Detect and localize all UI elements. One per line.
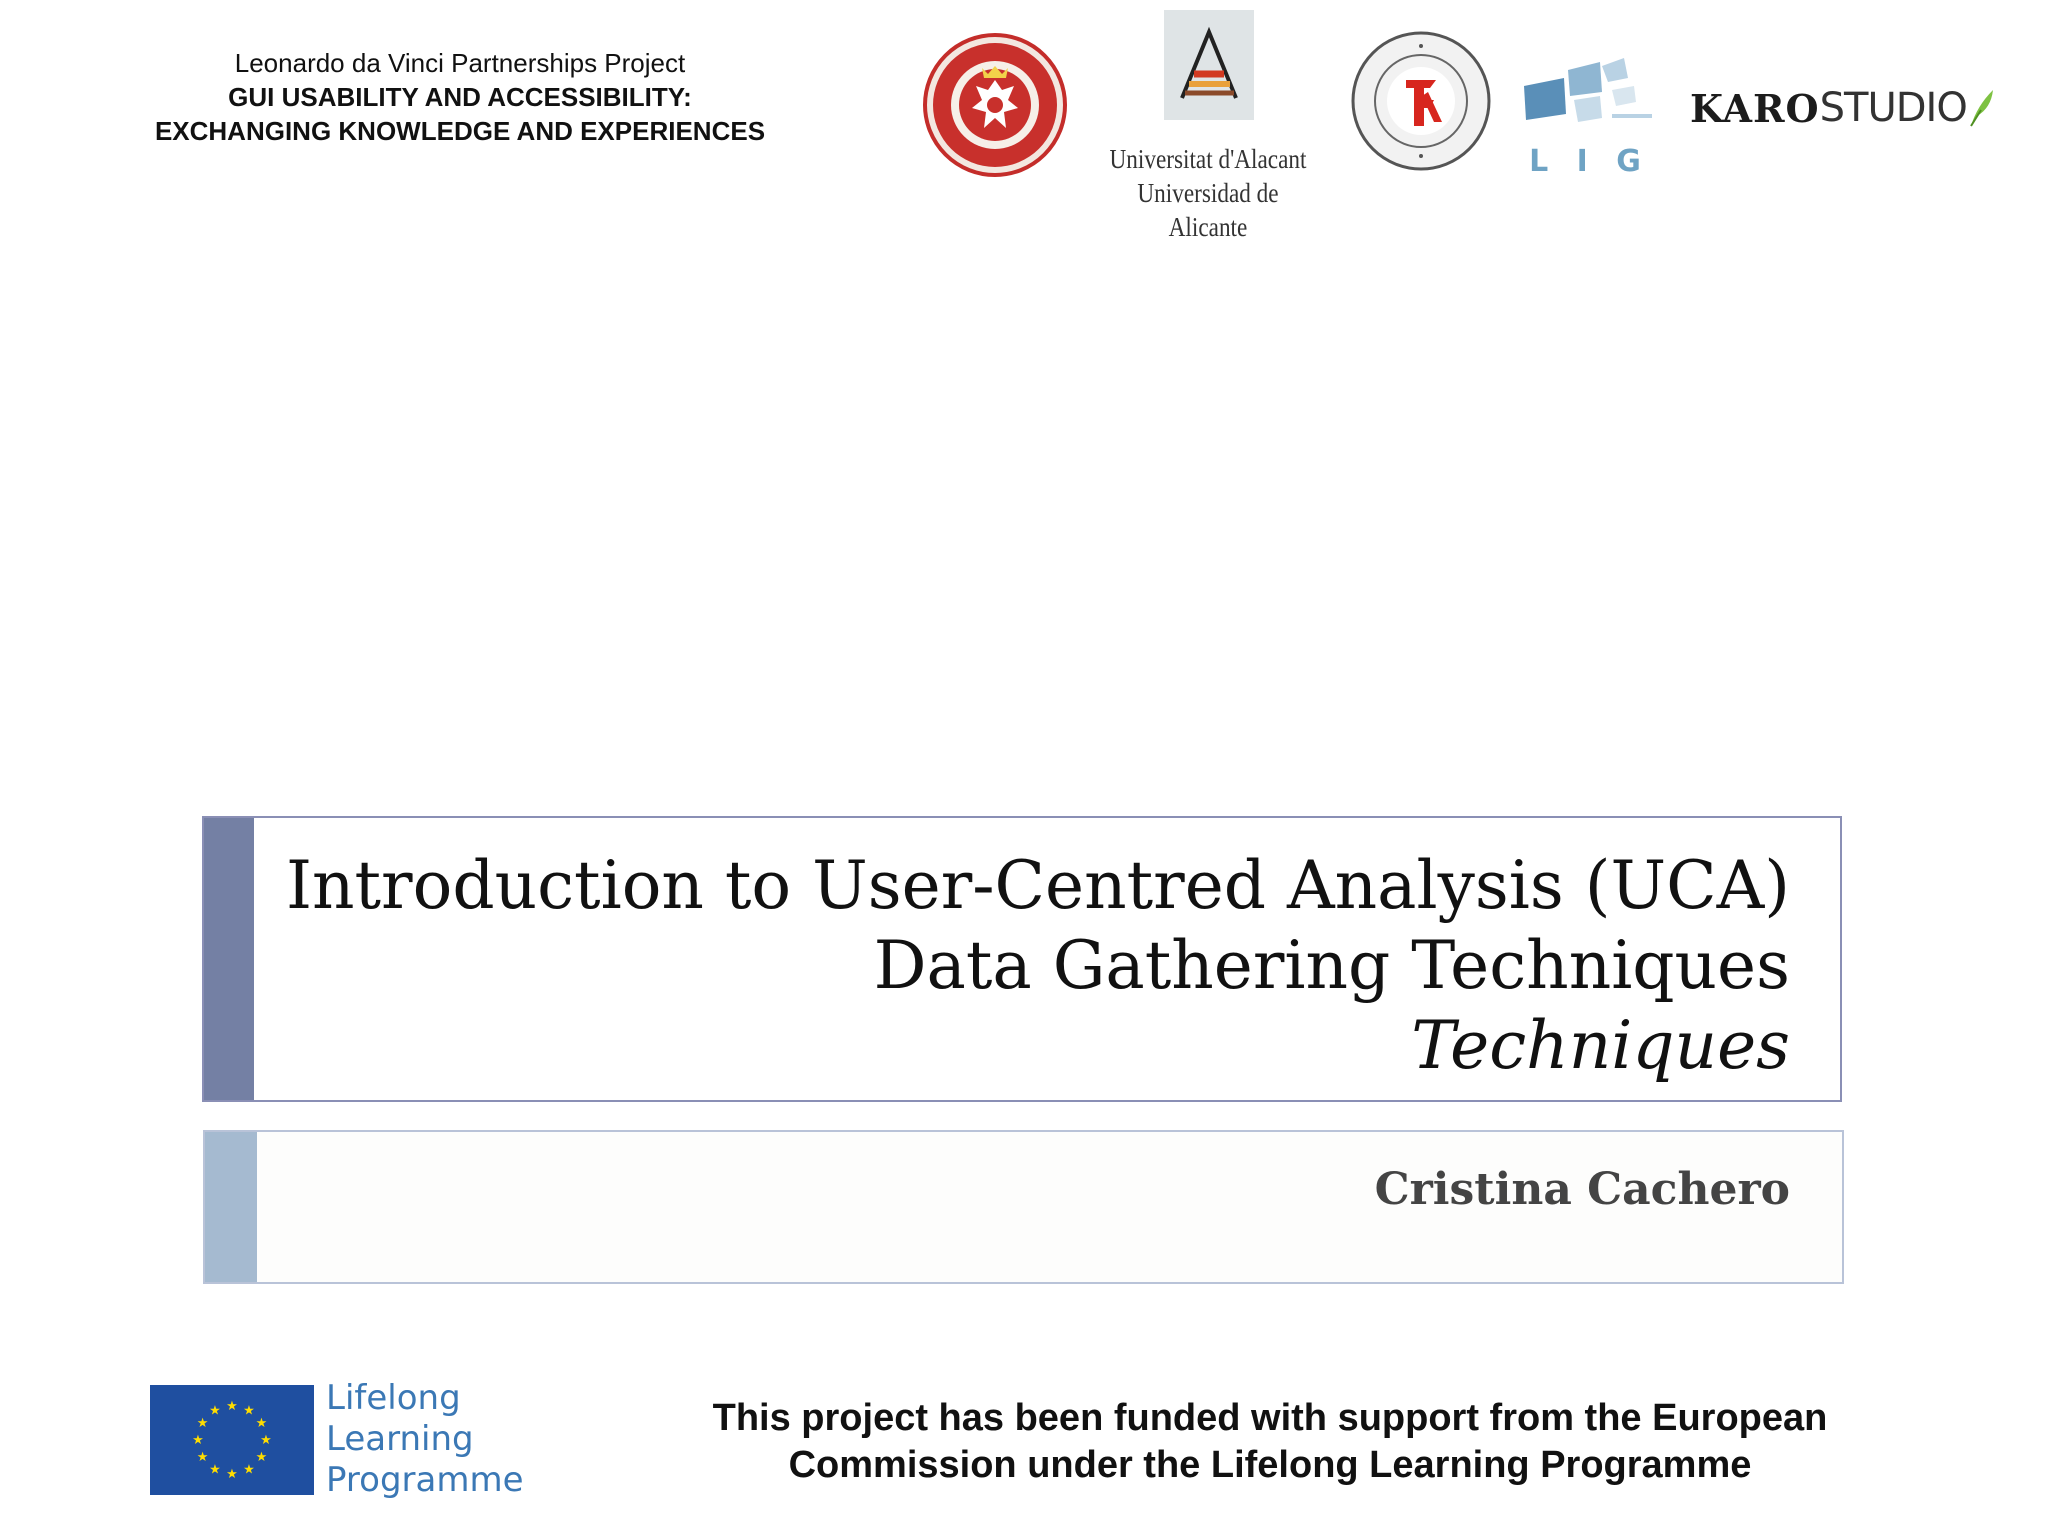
alicante-name-line1: Universitat d'Alacant [1109, 144, 1307, 174]
lig-letter-l: L [1529, 144, 1551, 179]
eu-star-icon: ★ [255, 1415, 268, 1430]
eu-star-icon: ★ [192, 1432, 204, 1447]
author-name: Cristina Cachero [1374, 1164, 1790, 1215]
eu-star-icon: ★ [209, 1461, 221, 1477]
title-line1: Introduction to User-Centred Analysis (UCA) [285, 847, 1790, 924]
alicante-name-line2: Universidad de Alicante [1137, 178, 1279, 242]
eu-star-icon: ★ [226, 1398, 238, 1413]
project-title-line1: GUI USABILITY AND ACCESSIBILITY: [228, 82, 692, 112]
lifelong-learning-programme-logo [326, 1378, 524, 1501]
eu-star-icon: ★ [243, 1402, 255, 1418]
llp-line2: Learning [326, 1419, 474, 1459]
karo-wordmark-thin: STUDIO [1819, 85, 1967, 131]
title-box [202, 816, 1842, 1102]
eu-star-icon: ★ [243, 1461, 255, 1477]
funding-line2: Commission under the Lifelong Learning Programme [788, 1444, 1752, 1486]
slide-title [286, 846, 1790, 1086]
eu-star-icon: ★ [209, 1402, 221, 1418]
lig-logo [1516, 56, 1656, 179]
eu-star-icon: ★ [226, 1466, 238, 1481]
title-accent-bar [204, 818, 254, 1100]
lig-letters [1516, 144, 1656, 179]
llp-line3: Programme [326, 1460, 524, 1500]
project-header [110, 46, 810, 148]
karo-wordmark-bold: KARO [1690, 85, 1820, 131]
eu-star-icon: ★ [260, 1432, 272, 1447]
funding-statement [660, 1395, 1880, 1489]
lig-letter-i: I [1576, 144, 1590, 179]
eu-star-icon: ★ [196, 1415, 209, 1430]
project-line: Leonardo da Vinci Partnerships Project [234, 48, 686, 78]
eu-star-icon: ★ [196, 1449, 209, 1464]
eu-star-icon: ★ [255, 1449, 268, 1464]
author-accent-bar [205, 1132, 257, 1282]
universidad-alicante-logo [1088, 10, 1328, 242]
leaf-icon [1967, 86, 1997, 130]
title-line3: Techniques [1411, 1007, 1790, 1084]
title-line2: Data Gathering Techniques [873, 927, 1790, 1004]
eu-flag-logo [150, 1385, 314, 1495]
lig-letter-g: G [1616, 144, 1643, 179]
funding-line1: This project has been funded with support from the European [712, 1397, 1828, 1439]
karo-studio-logo [1690, 78, 1997, 138]
author-box [203, 1130, 1844, 1284]
politechnika-lubelska-logo [922, 32, 1068, 178]
project-title-line2: EXCHANGING KNOWLEDGE AND EXPERIENCES [154, 116, 766, 146]
llp-line1: Lifelong [326, 1378, 461, 1418]
universite-joseph-fourier-logo [1350, 30, 1492, 172]
